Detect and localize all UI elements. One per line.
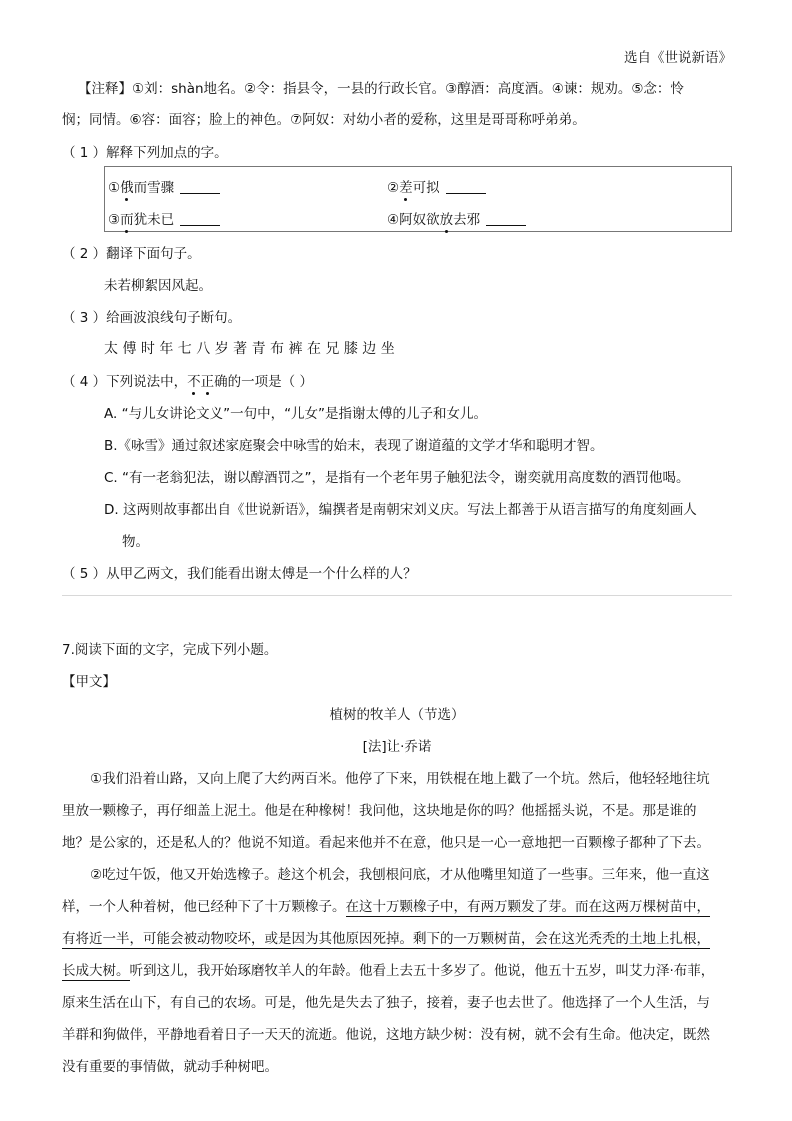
section-label: 【甲文】 [62, 674, 116, 690]
source-label: 选自《世说新语》 [624, 50, 732, 66]
answer-blank[interactable] [180, 193, 220, 194]
paragraph-2-line-7: 没有重要的事情做，就动手种树吧。 [62, 1059, 278, 1075]
vocab-item-1: ①俄而雪骤 [108, 176, 220, 196]
paragraph-2-line-6: 羊群和狗做伴，平静地看着日子一天天的流逝。他说，这地方缺少树：没有树，就不会有生命。他决定，既然 [62, 1027, 710, 1043]
underlined-sentence: 在这十万颗橡子中，有两万颗发了芽。而在这两万棵树苗中， [345, 899, 710, 915]
question-2-sentence: 未若柳絮因风起。 [104, 278, 212, 294]
option-a[interactable]: A. “与儿女讲论文义”一句中，“儿女”是指谢太傅的儿子和女儿。 [104, 406, 488, 422]
underlined-sentence: 有将近一半，可能会被动物咬坏，或是因为其他原因死掉。剩下的一万颗树苗，会在这光秃秃的土地上扎根， [62, 931, 710, 947]
paragraph-1-line-2: 里放一颗橡子，再仔细盖上泥土。他是在种橡树！我问他，这块地是你的吗？他摇摇头说，不是。那是谁的 [62, 803, 697, 819]
paragraph-2-line-2: 样，一个人种着树，他已经种下了十万颗橡子。在这十万颗橡子中，有两万颗发了芽。而在这两万棵树苗中， [62, 899, 710, 915]
paragraph-2-line-1: ②吃过午饭，他又开始选橡子。趁这个机会，我刨根问底，才从他嘴里知道了一些事。三年来，他一直这 [90, 867, 710, 883]
underlined-sentence: 长成大树。 [62, 963, 130, 979]
question-3-sentence: 太 傅 时 年 七 八 岁 著 青 布 裤 在 兄 膝 边 坐 [104, 341, 395, 357]
answer-blank[interactable] [446, 193, 486, 194]
answer-blank[interactable] [180, 225, 220, 226]
paragraph-2-line-5: 原来生活在山下，有自己的农场。可是，他先是失去了独子，接着，妻子也去世了。他选择了一个人生活，与 [62, 995, 710, 1011]
paragraph-2-line-4: 长成大树。听到这儿，我开始琢磨牧羊人的年龄。他看上去五十多岁了。他说，他五十五岁，叫艾力泽·布菲， [62, 963, 715, 979]
vocab-item-4: ④阿奴欲放去邪 [387, 208, 526, 228]
section-divider [62, 595, 732, 596]
option-b[interactable]: B.《咏雪》通过叙述家庭聚会中咏雪的始末，表现了谢道蕴的文学才华和聪明才智。 [104, 438, 604, 454]
paragraph-1-line-1: ①我们沿着山路，又向上爬了大约两百米。他停了下来，用铁棍在地上戳了一个坑。然后，他轻轻地往坑 [90, 771, 710, 787]
question-4-label: （ 4 ）下列说法中，不正确的一项是（ ） [62, 374, 313, 390]
paragraph-1-line-3: 地？是公家的，还是私人的？他说不知道。看起来他并不在意，他只是一心一意地把一百颗橡子都种了下去。 [62, 835, 710, 851]
question-3-label: （ 3 ）给画波浪线句子断句。 [62, 310, 242, 326]
question-2-label: （ 2 ）翻译下面句子。 [62, 246, 201, 262]
answer-blank[interactable] [486, 225, 526, 226]
article-author: [法]让·乔诺 [362, 739, 432, 755]
article-title: 植树的牧羊人（节选） [329, 707, 465, 723]
vocab-item-3: ③而犹未已 [108, 208, 220, 228]
question-1-label: （ 1 ）解释下列加点的字。 [62, 145, 228, 161]
question-5-label: （ 5 ）从甲乙两文，我们能看出谢太傅是一个什么样的人？ [62, 566, 417, 582]
vocab-item-2: ②差可拟 [387, 176, 486, 196]
option-d[interactable]: D. 这两则故事都出自《世说新语》，编撰者是南朝宋刘义庆。写法上都善于从语言描写的角度刻画人 [104, 502, 697, 518]
vocab-table [104, 166, 732, 232]
notes-line-1: 【注释】①刘：shàn地名。②令：指县令，一县的行政长官。③醇酒：高度酒。④谏：规劝。⑤念：怜 [78, 81, 684, 97]
question-7-heading: 7.阅读下面的文字，完成下列小题。 [62, 642, 278, 658]
notes-line-2: 悯；同情。⑥容：面容；脸上的神色。⑦阿奴：对幼小者的爱称，这里是哥哥称呼弟弟。 [62, 112, 586, 128]
option-c[interactable]: C. “有一老翁犯法，谢以醇酒罚之”，是指有一个老年男子触犯法令，谢奕就用高度数的酒罚他喝。 [104, 470, 690, 486]
option-d-continued: 物。 [122, 534, 149, 550]
paragraph-2-line-3 [62, 927, 732, 947]
